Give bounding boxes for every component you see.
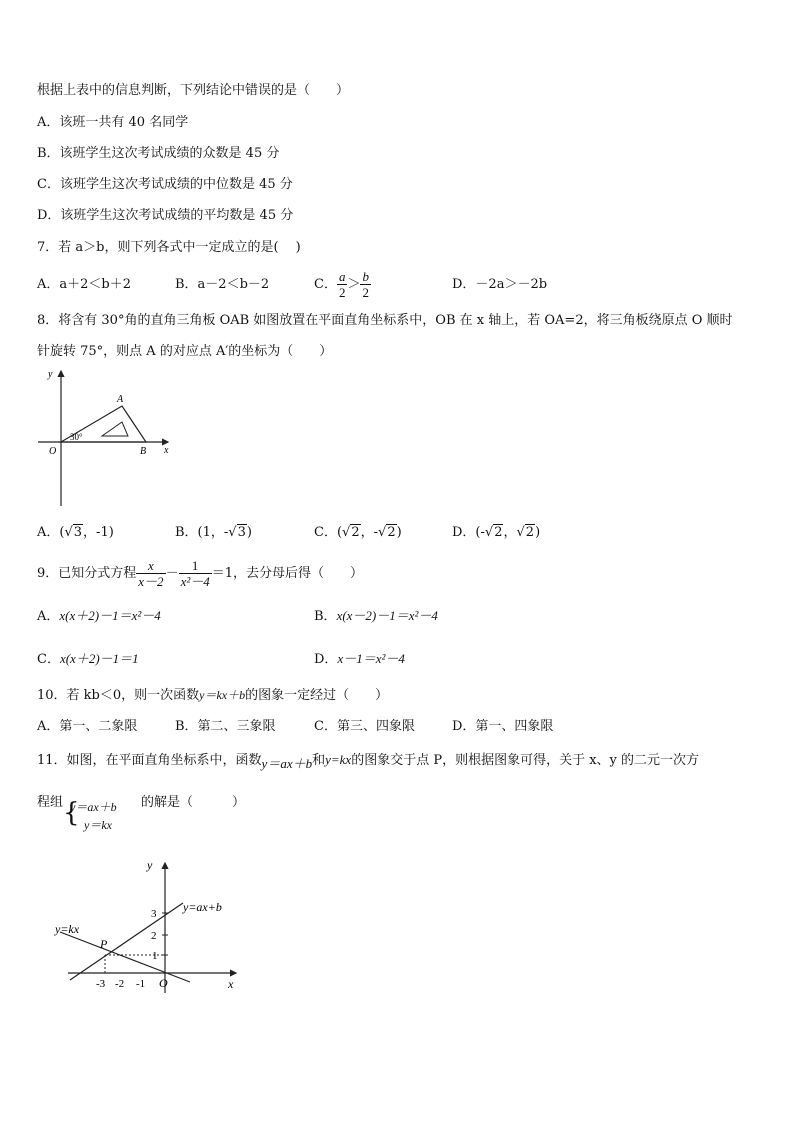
q9-stem-pre: 9．已知分式方程	[37, 566, 137, 581]
q8-label-angle: 30°	[70, 432, 83, 442]
intro-option-d: D．该班学生这次考试成绩的平均数是 45 分	[37, 208, 294, 223]
q9-option-d	[314, 650, 405, 669]
q11-label-line1: y=ax+b	[183, 900, 222, 914]
intro-option-c: C．该班学生这次考试成绩的中位数是 45 分	[37, 177, 293, 192]
q9-frac-1	[136, 558, 165, 589]
q10-option-b: B．第二、三象限	[175, 719, 276, 734]
q11-tick-label-x-2: -2	[115, 978, 125, 990]
q8-option-d-mid: ，	[503, 525, 517, 540]
q10-stem-pre: 10．若 kb＜0，则一次函数	[37, 688, 200, 703]
q8-option-d-tail: )	[535, 525, 541, 540]
q8-option-b-sqrt: √3	[228, 525, 246, 540]
q7-frac-b-den: 2	[362, 285, 369, 300]
q11-stem-post: 的图象交于点 P，则根据图象可得，关于 x、y 的二元一次方	[351, 753, 700, 768]
q9-option-c-formula: x(x＋2)－1＝1	[59, 651, 139, 666]
q8-label-a: A	[117, 394, 124, 405]
q8-option-c-label: C．(	[314, 525, 343, 540]
q7-frac-a-den: 2	[338, 285, 346, 300]
q9-option-a	[37, 607, 161, 626]
q11-line2-pre: 程组	[37, 795, 64, 810]
q9-option-a-formula: x(x＋2)－1＝x²－4	[59, 608, 161, 623]
q7-gt-sign: ＞	[347, 277, 361, 292]
q8-option-c-sqrt2: √2	[378, 525, 396, 540]
q11-label-o: O	[159, 976, 168, 990]
q8-option-d-label: D．(-	[452, 525, 485, 540]
q8-option-c-tail: )	[396, 525, 402, 540]
intro-option-a: A．该班一共有 40 名同学	[37, 115, 189, 130]
q8-label-o: O	[49, 446, 57, 457]
q8-option-a-sqrt: √3	[64, 525, 83, 540]
q11-system-brace: {	[63, 798, 80, 828]
q11-stem	[37, 751, 699, 770]
q8-option-a-radicand: 3	[73, 525, 83, 540]
q9-option-c	[37, 650, 139, 669]
q9-option-d-label: D．	[314, 652, 338, 667]
q8-option-c-sqrt1: √2	[342, 525, 360, 540]
q10-stem	[37, 686, 388, 705]
q8-option-d-radicand2: 2	[525, 525, 535, 540]
q9-option-b	[314, 607, 438, 626]
q8-label-y: y	[48, 369, 53, 380]
q11-tick-label-1: 1	[152, 950, 158, 962]
q9-option-a-label: A．	[37, 609, 60, 624]
q9-option-b-label: B．	[314, 609, 337, 624]
q8-option-a	[37, 524, 114, 542]
q7-option-c-label: C．	[314, 277, 337, 292]
q8-inner-triangle	[102, 422, 128, 436]
q8-label-b: B	[140, 446, 147, 457]
q11-line-ax-b	[70, 903, 183, 980]
q7-option-b: B．a－2＜b－2	[175, 277, 270, 292]
q8-option-a-label: A．(	[37, 525, 65, 540]
q8-option-b-radicand: 3	[237, 525, 246, 540]
q8-option-b-label: B．(1，-	[175, 525, 229, 540]
q7-frac-a	[337, 269, 348, 300]
q9-option-b-formula: x(x－2)－1＝x²－4	[336, 608, 438, 623]
q11-system-eq2: y＝kx	[84, 818, 112, 832]
q8-option-d-sqrt1: √2	[484, 525, 503, 540]
intro-stem: 根据上表中的信息判断，下列结论中错误的是（ ）	[37, 83, 350, 98]
q8-option-c-mid: ，-	[360, 525, 379, 540]
q9-minus: －	[165, 566, 179, 581]
q9-stem-post: ，去分母后得（ ）	[233, 566, 364, 581]
q11-figure	[50, 855, 250, 995]
q7-frac-b	[360, 269, 371, 300]
q8-option-d	[452, 524, 540, 542]
q9-frac-2	[179, 558, 212, 589]
q11-line2-post: 的解是（ ）	[141, 795, 246, 810]
q11-tick-label-3: 3	[151, 908, 157, 920]
q8-option-c-radicand2: 2	[387, 525, 396, 540]
q11-formula-2: y=kx	[325, 752, 352, 767]
q11-label-x: x	[228, 977, 234, 991]
q8-stem-line2: 针旋转 75°，则点 A 的对应点 A′的坐标为（ ）	[37, 344, 333, 359]
q7-option-d: D．－2a＞－2b	[452, 277, 548, 292]
q9-frac-1-num: x	[136, 558, 165, 574]
q11-label-y: y	[147, 858, 153, 872]
q9-frac-2-num: 1	[179, 558, 212, 574]
q11-tick-label-x-3: -3	[96, 978, 106, 990]
q11-label-p: P	[100, 937, 108, 951]
intro-option-b: B．该班学生这次考试成绩的众数是 45 分	[37, 146, 280, 161]
q11-and: 和	[312, 753, 326, 768]
q9-frac-1-den: x－2	[138, 574, 164, 589]
q10-option-d: D．第一、四象限	[452, 719, 554, 734]
q10-option-c: C．第三、四象限	[314, 719, 415, 734]
q10-option-a: A．第一、二象限	[37, 719, 138, 734]
q11-line-kx	[60, 932, 190, 982]
q8-option-b	[175, 524, 252, 542]
q11-stem-pre: 11．如图，在平面直角坐标系中，函数	[37, 753, 262, 768]
q11-tick-label-2: 2	[151, 930, 157, 942]
q7-frac-a-num: a	[338, 269, 346, 284]
q9-equals: ＝1	[211, 566, 234, 581]
q7-option-a: A．a＋2＜b＋2	[37, 277, 132, 292]
q7-stem: 7．若 a＞b，则下列各式中一定成立的是( )	[37, 240, 301, 255]
q8-option-c	[314, 524, 402, 542]
q8-option-b-tail: )	[246, 525, 252, 540]
q9-frac-2-den: x²－4	[180, 574, 210, 589]
q11-label-line2: y=kx	[55, 922, 80, 936]
q8-label-x: x	[164, 445, 169, 456]
q11-system-eq1: y＝ax＋b	[70, 800, 117, 814]
q7-frac-b-num: b	[362, 269, 369, 284]
q8-option-a-tail: ，-1)	[83, 525, 114, 540]
q10-formula: y＝kx＋b	[199, 688, 246, 702]
q8-option-d-radicand1: 2	[494, 525, 503, 540]
q9-option-d-formula: x－1＝x²－4	[337, 651, 405, 666]
q9-stem	[37, 556, 363, 592]
q8-figure	[36, 366, 176, 508]
q11-formula-1: y＝ax＋b	[261, 756, 313, 771]
q8-stem-line1: 8．将含有 30°角的直角三角板 OAB 如图放置在平面直角坐标系中，OB 在 x 轴上，若 OA=2，将三角板绕原点 O 顺时	[37, 313, 733, 328]
q10-stem-post: 的图象一定经过（ ）	[245, 688, 389, 703]
q7-option-c	[314, 267, 371, 303]
q8-option-c-radicand1: 2	[351, 525, 360, 540]
q11-tick-label-x-1: -1	[136, 978, 146, 990]
q8-option-d-sqrt2: √2	[516, 525, 535, 540]
q9-option-c-label: C．	[37, 652, 60, 667]
